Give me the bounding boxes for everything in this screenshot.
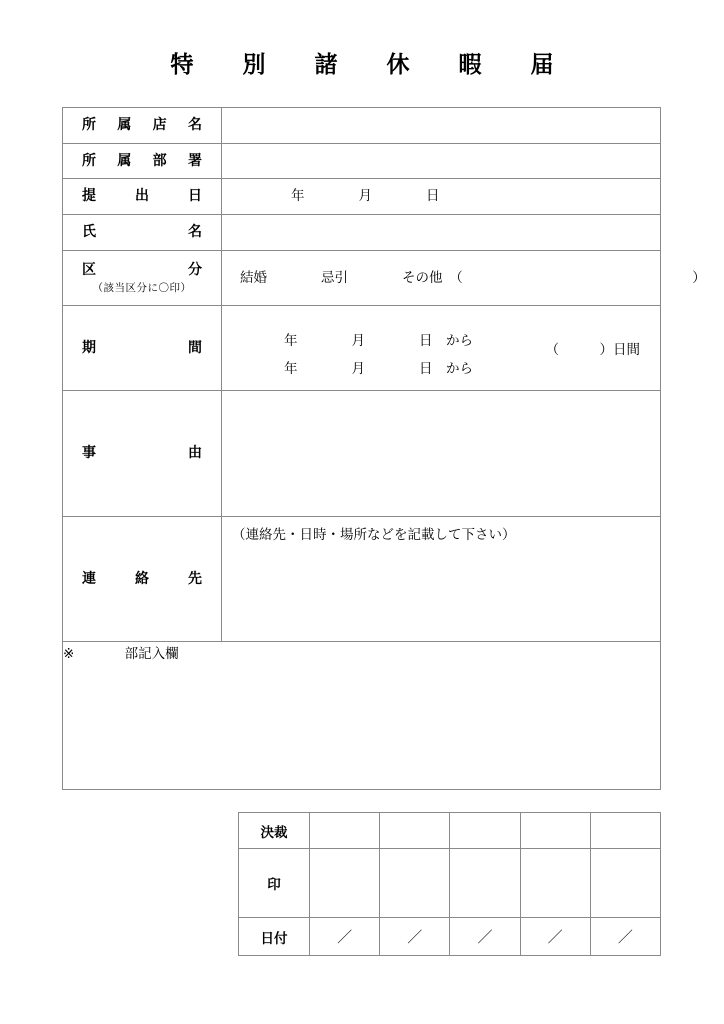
date-slash-icon: ／: [337, 928, 353, 946]
period-start-line: 年 月 日 から: [284, 332, 473, 349]
label-cell-employee-name: [63, 215, 222, 251]
input-cell-category[interactable]: [222, 251, 706, 306]
approval-label-seal: 印: [239, 849, 310, 918]
approval-cell[interactable]: [520, 813, 590, 849]
label-category: 区分: [82, 261, 202, 278]
approval-cell[interactable]: [590, 918, 660, 956]
label-cell-reason: [63, 391, 222, 517]
approval-cell[interactable]: [520, 918, 590, 956]
input-cell-submission-date[interactable]: [222, 179, 661, 215]
approval-row-decision: [239, 813, 661, 849]
input-cell-employee-name[interactable]: [222, 215, 661, 251]
approval-cell[interactable]: [310, 849, 380, 918]
period-end-line: 年 月 日 から: [284, 360, 473, 377]
approval-label-date: 日付: [239, 918, 310, 956]
date-slash-icon: ／: [407, 928, 423, 946]
label-cell-period: [63, 306, 222, 391]
label-employee-name: 氏名: [82, 224, 202, 241]
input-cell-department[interactable]: [222, 144, 661, 179]
approval-cell[interactable]: [380, 813, 450, 849]
label-category-wrap: [63, 258, 221, 299]
input-cell-period[interactable]: [222, 306, 661, 391]
office-use-mark: ※: [63, 646, 75, 662]
label-contact: 連絡先: [82, 570, 202, 587]
approval-cell[interactable]: [450, 918, 520, 956]
table-row-department: [63, 144, 661, 179]
label-store-name: 所属店名: [82, 117, 202, 134]
approval-cell[interactable]: [380, 918, 450, 956]
label-department: 所属部署: [82, 152, 202, 169]
table-row-reason: [63, 391, 661, 517]
table-row-store-name: [63, 108, 661, 144]
period-fields: [222, 314, 660, 383]
approval-cell[interactable]: [520, 849, 590, 918]
office-use-label: 部記入欄: [124, 646, 179, 662]
label-reason: 事由: [82, 445, 202, 462]
approval-cell[interactable]: [450, 813, 520, 849]
label-cell-category: [63, 251, 222, 306]
table-row-employee-name: [63, 215, 661, 251]
approval-cell[interactable]: [310, 813, 380, 849]
table-row-category: [63, 251, 661, 306]
leave-request-form-table: [62, 107, 706, 790]
input-cell-contact[interactable]: [222, 517, 661, 642]
input-cell-store-name[interactable]: [222, 108, 661, 144]
label-cell-submission-date: [63, 179, 222, 215]
label-period: 期間: [82, 339, 202, 356]
label-submission-date: 提出日: [82, 188, 202, 205]
table-row-contact: [63, 517, 661, 642]
office-use-cell[interactable]: [63, 642, 661, 790]
table-row-period: [63, 306, 661, 391]
table-row-office-use: [63, 642, 661, 790]
label-category-note: （該当区分に〇印）: [92, 281, 192, 294]
label-cell-department: [63, 144, 222, 179]
page-title: 特 別 諸 休 暇 届: [170, 52, 567, 78]
date-slash-icon: ／: [477, 928, 493, 946]
value-submission-date: 年 月 日: [291, 188, 440, 205]
label-cell-contact: [63, 517, 222, 642]
approval-cell[interactable]: [310, 918, 380, 956]
approval-row-date: [239, 918, 661, 956]
approval-label-decision: 決裁: [239, 813, 310, 849]
table-row-submission-date: [63, 179, 661, 215]
approval-cell[interactable]: [450, 849, 520, 918]
label-cell-store-name: [63, 108, 222, 144]
date-slash-icon: ／: [617, 928, 633, 946]
contact-instruction-note: （連絡先・日時・場所などを記載して下さい）: [232, 527, 516, 543]
period-total-days: （ ）日間: [545, 342, 640, 358]
input-cell-reason[interactable]: [222, 391, 661, 517]
approval-cell[interactable]: [380, 849, 450, 918]
approval-cell[interactable]: [590, 813, 660, 849]
approval-stamp-table: [238, 812, 661, 956]
value-category-options: 結婚 忌引 その他 （ ）: [240, 269, 706, 286]
approval-row-seal: [239, 849, 661, 918]
date-slash-icon: ／: [547, 928, 563, 946]
approval-cell[interactable]: [590, 849, 660, 918]
